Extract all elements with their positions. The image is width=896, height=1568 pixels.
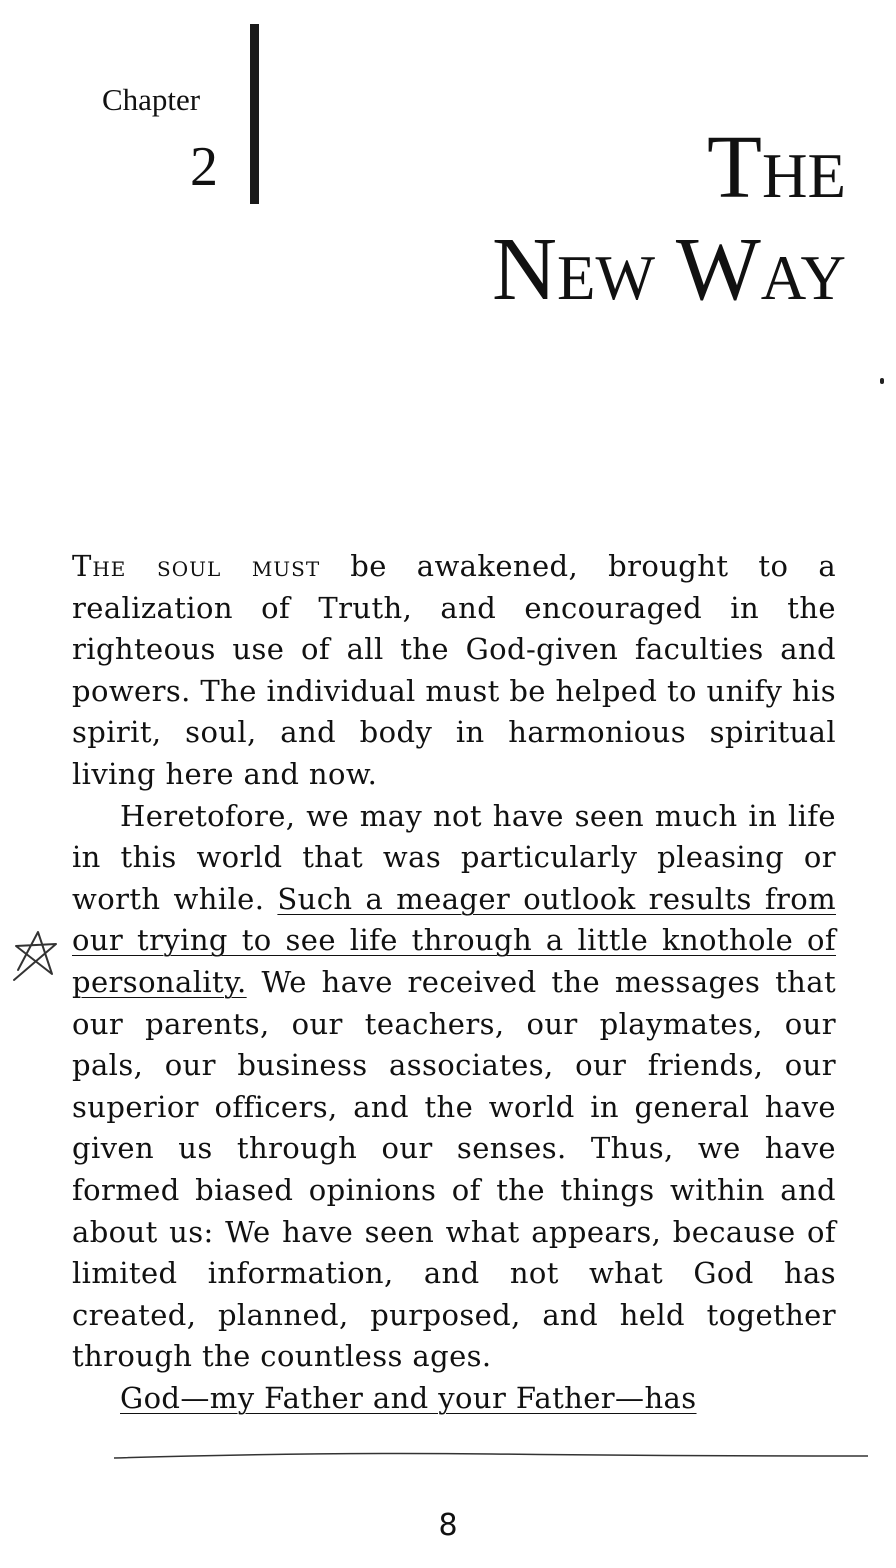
body-text [72, 546, 836, 1419]
paragraph-1-lead: The soul must [72, 549, 321, 583]
paragraph-1 [72, 546, 836, 796]
star-icon [8, 926, 62, 984]
chapter-title-line-1: The [707, 118, 846, 217]
handwritten-underline [112, 1448, 870, 1462]
stray-ink-dot [880, 378, 884, 384]
paragraph-2-start: Heretofore, we may not have seen much in life in this world that was particularly pleasing or worth while. [72, 798, 836, 916]
chapter-label: Chapter [102, 82, 201, 117]
paragraph-2-rest: We have received the messages that our parents, our teachers, our playmates, our pals, our business associates, our friends, our superior officers, and the world in general have given us through our senses. Thus, we have formed biased opinions of the things within and about us: We have seen what appears, because of limited information, and not what God has created, planned, purposed, and held together through the countless ages. [72, 964, 836, 1374]
paragraph-2 [72, 796, 836, 1378]
chapter-number: 2 [190, 136, 218, 198]
chapter-title-line-2: New Way [492, 220, 846, 319]
underlined-passage: Such a meager outlook results from our trying to see life through a little knothole of personality. [72, 881, 836, 999]
paragraph-3 [72, 1378, 836, 1420]
chapter-rule [250, 24, 259, 204]
paragraph-3-start: God—my Father and your Father—has [120, 1380, 697, 1415]
page-number: 8 [438, 1508, 458, 1543]
paragraph-1-text: be awakened, brought to a realization of Truth, and encouraged in the righteous use of all the God-given faculties and powers. The individual must be helped to unify his spirit, soul, and body in harmonious spiritual living here and now. [72, 549, 837, 791]
